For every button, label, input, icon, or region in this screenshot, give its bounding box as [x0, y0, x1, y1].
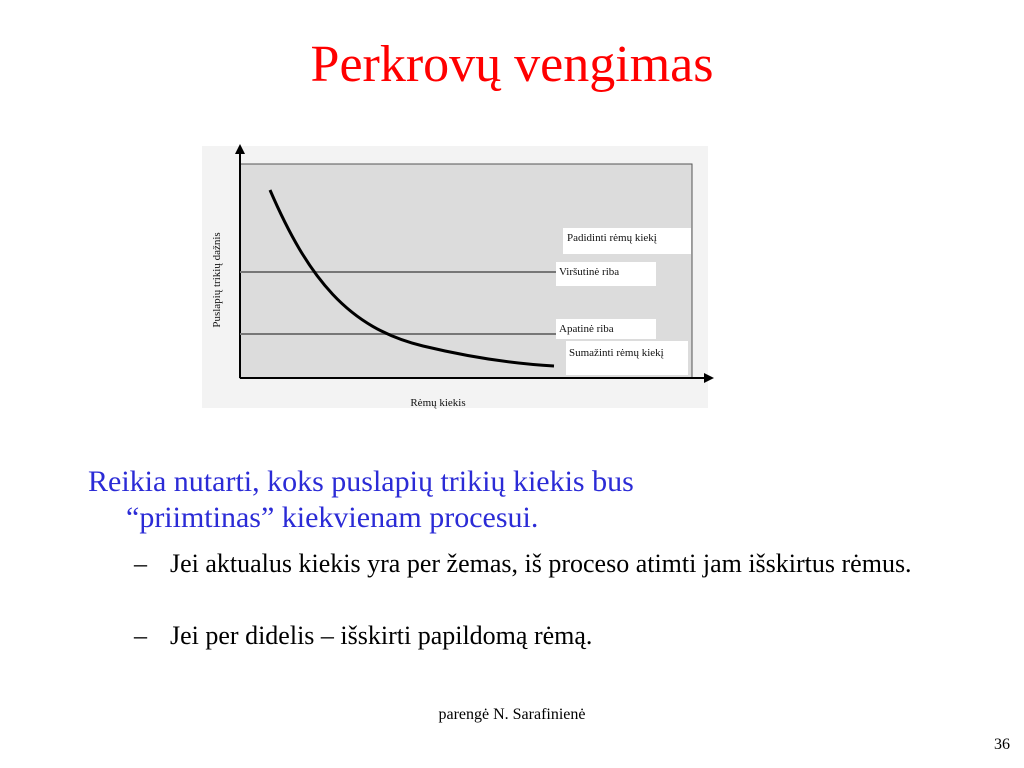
- sub-bullet-2: [134, 620, 964, 652]
- main-bullet-line2: “priimtinas” kiekvienam procesui.: [126, 501, 539, 534]
- sub-bullet-text: Jei per didelis – išskirti papildomą rėmą.: [170, 621, 593, 650]
- x-axis-label: Rėmų kiekis: [410, 397, 466, 409]
- label-increase: Padidinti rėmų kiekį: [567, 232, 657, 244]
- label-decrease: Sumažinti rėmų kiekį: [569, 347, 664, 359]
- bullet-dash: –: [134, 549, 147, 578]
- slide-title: Perkrovų vengimas: [310, 36, 714, 93]
- sub-bullet-1: [134, 548, 964, 580]
- main-bullet-line1: Reikia nutarti, koks puslapių trikių kiekis bus: [88, 465, 634, 498]
- bullet-dash: –: [134, 621, 147, 650]
- diagram-svg: [198, 138, 718, 418]
- sub-bullet-text: Jei aktualus kiekis yra per žemas, iš proceso atimti jam išskirtus rėmus.: [170, 549, 912, 578]
- label-lower: Apatinė riba: [559, 323, 614, 335]
- x-axis-arrow-icon: [704, 373, 714, 383]
- main-bullet: [88, 464, 968, 536]
- footer-author: parengė N. Sarafinienė: [438, 706, 586, 723]
- page-fault-frequency-diagram: [198, 138, 718, 418]
- y-axis-label: Puslapių trikių dažnis: [211, 232, 223, 328]
- page-number: 36: [994, 736, 1010, 753]
- label-upper: Viršutinė riba: [559, 266, 620, 278]
